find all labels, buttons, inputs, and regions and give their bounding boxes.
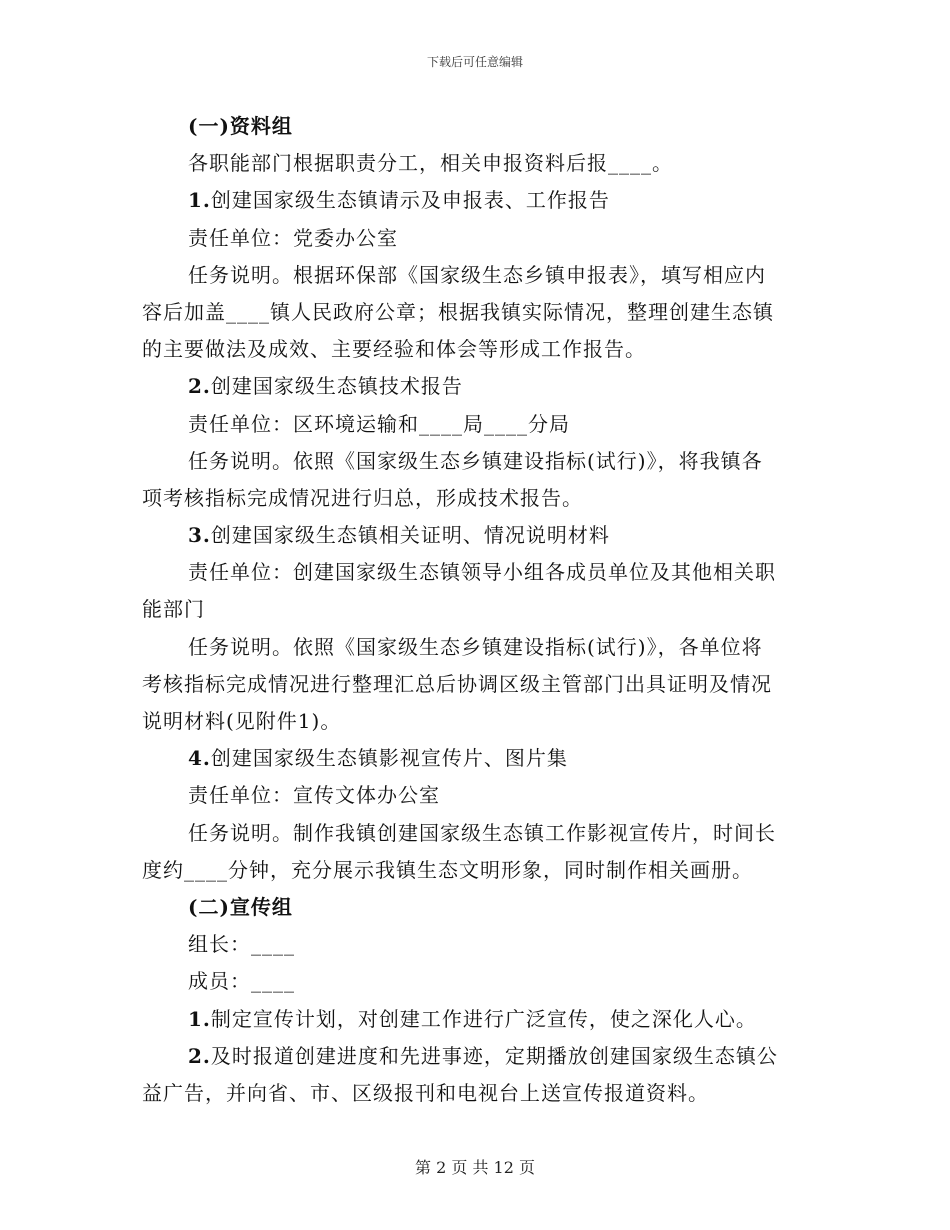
item-title xyxy=(142,182,798,219)
page-indicator: 第 2 页 共 12 页 xyxy=(415,1158,535,1177)
item-number: 2. xyxy=(188,1043,211,1068)
item-title-text: 创建国家级生态镇影视宣传片、图片集 xyxy=(210,746,568,771)
item-title xyxy=(142,517,798,554)
responsible-unit: 责任单位：区环境运输和____局____分局 xyxy=(188,411,570,436)
header-note: 下载后可任意编辑 xyxy=(426,55,523,69)
document-body xyxy=(142,108,798,1112)
item-title xyxy=(142,368,798,405)
paragraph: 各职能部门根据职责分工，相关申报资料后报____。 xyxy=(188,151,673,176)
responsible-unit-cont: 能部门 xyxy=(142,597,205,622)
item-number: 1. xyxy=(188,1006,211,1031)
task-description: 任务说明。根据环保部《国家级生态乡镇申报表》，填写相应内 xyxy=(188,262,766,287)
responsible-unit: 责任单位：党委办公室 xyxy=(188,225,398,250)
item-title-text: 创建国家级生态镇相关证明、情况说明材料 xyxy=(210,523,610,548)
task-description-cont: 的主要做法及成效、主要经验和体会等形成工作报告。 xyxy=(142,337,646,362)
task-description-cont: 容后加盖____镇人民政府公章；根据我镇实际情况，整理创建生态镇 xyxy=(142,299,774,324)
item-title xyxy=(142,740,798,777)
publicity-item-text: 制定宣传计划，对创建工作进行广泛宣传，使之深化人心。 xyxy=(210,1006,757,1031)
group-leader: 组长：____ xyxy=(188,932,295,957)
publicity-item-text: 及时报道创建进度和先进事迹，定期播放创建国家级生态镇公 xyxy=(210,1043,778,1068)
section-heading-publicity: (二)宣传组 xyxy=(188,894,293,919)
task-description-cont: 说明材料(见附件1)。 xyxy=(142,709,342,733)
task-description-cont: 项考核指标完成情况进行归总，形成技术报告。 xyxy=(142,485,583,510)
task-description: 任务说明。依照《国家级生态乡镇建设指标(试行)》，将我镇各 xyxy=(188,448,763,473)
responsible-unit: 责任单位：宣传文体办公室 xyxy=(188,783,440,808)
task-description: 任务说明。依照《国家级生态乡镇建设指标(试行)》，各单位将 xyxy=(188,634,763,659)
item-number: 4. xyxy=(188,746,211,771)
item-number: 3. xyxy=(188,523,211,548)
task-description-cont: 度约____分钟，充分展示我镇生态文明形象，同时制作相关画册。 xyxy=(142,857,753,882)
publicity-item xyxy=(142,1001,798,1038)
item-title-text: 创建国家级生态镇请示及申报表、工作报告 xyxy=(210,188,610,213)
task-description-cont: 考核指标完成情况进行整理汇总后协调区级主管部门出具证明及情况 xyxy=(142,671,772,696)
item-number: 1. xyxy=(188,188,211,213)
publicity-item xyxy=(142,1038,798,1075)
item-number: 2. xyxy=(188,374,211,399)
group-members: 成员：____ xyxy=(188,969,295,994)
section-heading-materials: (一)资料组 xyxy=(188,114,293,138)
responsible-unit: 责任单位：创建国家级生态镇领导小组各成员单位及其他相关职 xyxy=(188,560,776,585)
item-title-text: 创建国家级生态镇技术报告 xyxy=(210,374,463,399)
publicity-item-cont: 益广告，并向省、市、区级报刊和电视台上送宣传报道资料。 xyxy=(142,1080,709,1105)
task-description: 任务说明。制作我镇创建国家级生态镇工作影视宣传片，时间长 xyxy=(188,820,776,845)
